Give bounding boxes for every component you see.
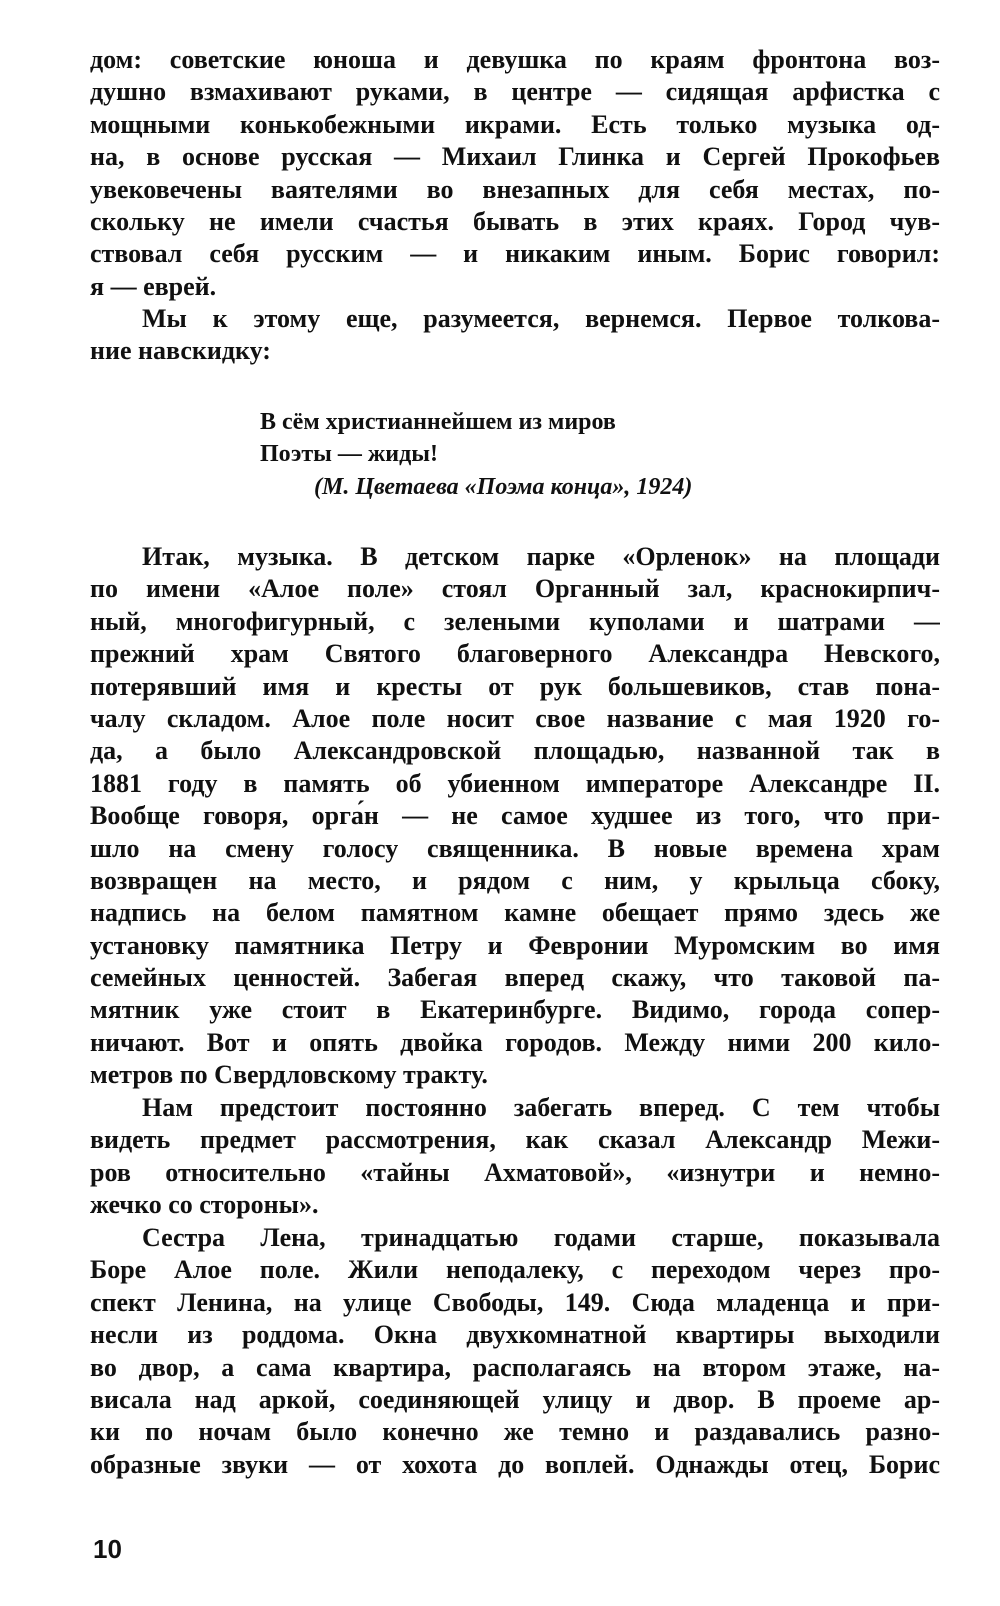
text-line: спект Ленина, на улице Свободы, 149. Сюда младенца и при-	[90, 1287, 940, 1317]
text-line: да, а было Александровской площадью, названной так в	[90, 736, 940, 766]
text-line: по имени «Алое поле» стоял Органный зал, краснокирпич-	[90, 574, 940, 604]
text-line: ный, многофигурный, с зелеными куполами и шатрами —	[90, 606, 940, 636]
text-line: видеть предмет рассмотрения, как сказал Александр Межи-	[90, 1125, 940, 1155]
text-line: мощными конькобежными икрами. Есть только музыка од-	[90, 109, 940, 139]
text-line: ствовал себя русским — и никаким иным. Борис говорил:	[90, 239, 940, 269]
text-line: потерявший имя и кресты от рук большевиков, став пона-	[90, 671, 940, 701]
text-line: душно взмахивают руками, в центре — сидящая арфистка с	[90, 77, 940, 107]
poem-attribution: (М. Цветаева «Поэма конца», 1924)	[314, 473, 693, 500]
text-line: Сестра Лена, тринадцатью годами старше, показывала	[142, 1223, 940, 1252]
poem-line: Поэты — жиды!	[260, 441, 438, 468]
text-line: семейных ценностей. Забегая вперед скажу, что таковой па-	[90, 963, 940, 993]
text-line: ничают. Вот и опять двойка городов. Между ними 200 кило-	[90, 1027, 940, 1057]
text-line: образные звуки — от хохота до воплей. Однажды отец, Борис	[90, 1449, 940, 1479]
text-line: метров по Свердловскому тракту.	[90, 1060, 488, 1090]
text-line: возвращен на место, и рядом с ним, у крыльца сбоку,	[90, 865, 940, 895]
text-line: 1881 году в память об убиенном императоре Александре II.	[90, 768, 940, 798]
text-line: Вообще говоря, орга́н — не самое худшее из того, что при-	[90, 801, 940, 831]
paragraph-2	[90, 303, 940, 368]
text-line: ров относительно «тайны Ахматовой», «изнутри и немно-	[90, 1157, 940, 1187]
text-line: ки по ночам было конечно же темно и раздавались разно-	[90, 1417, 940, 1447]
text-line: висала над аркой, соединяющей улицу и двор. В проеме ар-	[90, 1384, 940, 1414]
text-line: дом: советские юноша и девушка по краям фронтона воз-	[90, 45, 940, 74]
text-line: установку памятника Петру и Февронии Муромским во имя	[90, 930, 940, 960]
text-line: несли из роддома. Окна двухкомнатной квартиры выходили	[90, 1320, 940, 1350]
text-line: жечко со стороны».	[90, 1190, 319, 1220]
poem-quote	[260, 406, 860, 503]
text-line: я — еврей.	[90, 271, 217, 301]
paragraph-4	[90, 1092, 940, 1222]
text-line: ние навскидку:	[90, 336, 271, 366]
text-line: надпись на белом памятном камне обещает прямо здесь же	[90, 898, 940, 928]
paragraph-5	[90, 1222, 940, 1481]
text-line: Мы к этому еще, разумеется, вернемся. Первое толкова-	[142, 304, 940, 333]
page-number: 10	[93, 1534, 122, 1564]
text-line: увековечены ваятелями во внезапных для себя местах, по-	[90, 174, 940, 204]
text-line: во двор, а сама квартира, располагаясь на втором этаже, на-	[90, 1352, 940, 1382]
text-line: Итак, музыка. В детском парке «Орленок» на площади	[142, 542, 940, 571]
text-line: на, в основе русская — Михаил Глинка и Сергей Прокофьев	[90, 142, 940, 172]
text-line: Боре Алое поле. Жили неподалеку, с переходом через про-	[90, 1255, 940, 1285]
text-line: шло на смену голосу священника. В новые времена храм	[90, 833, 940, 863]
text-line: чалу складом. Алое поле носит свое название с мая 1920 го-	[90, 703, 940, 733]
paragraph-1	[90, 44, 940, 303]
text-line: скольку не имели счастья бывать в этих краях. Город чув-	[90, 206, 940, 236]
text-line: Нам предстоит постоянно забегать вперед. С тем чтобы	[142, 1093, 940, 1122]
paragraph-3	[90, 541, 940, 1092]
text-line: прежний храм Святого благоверного Александра Невского,	[90, 639, 940, 669]
text-line: мятник уже стоит в Екатеринбурге. Видимо, города сопер-	[90, 995, 940, 1025]
poem-line: В сём христианнейшем из миров	[260, 409, 616, 435]
